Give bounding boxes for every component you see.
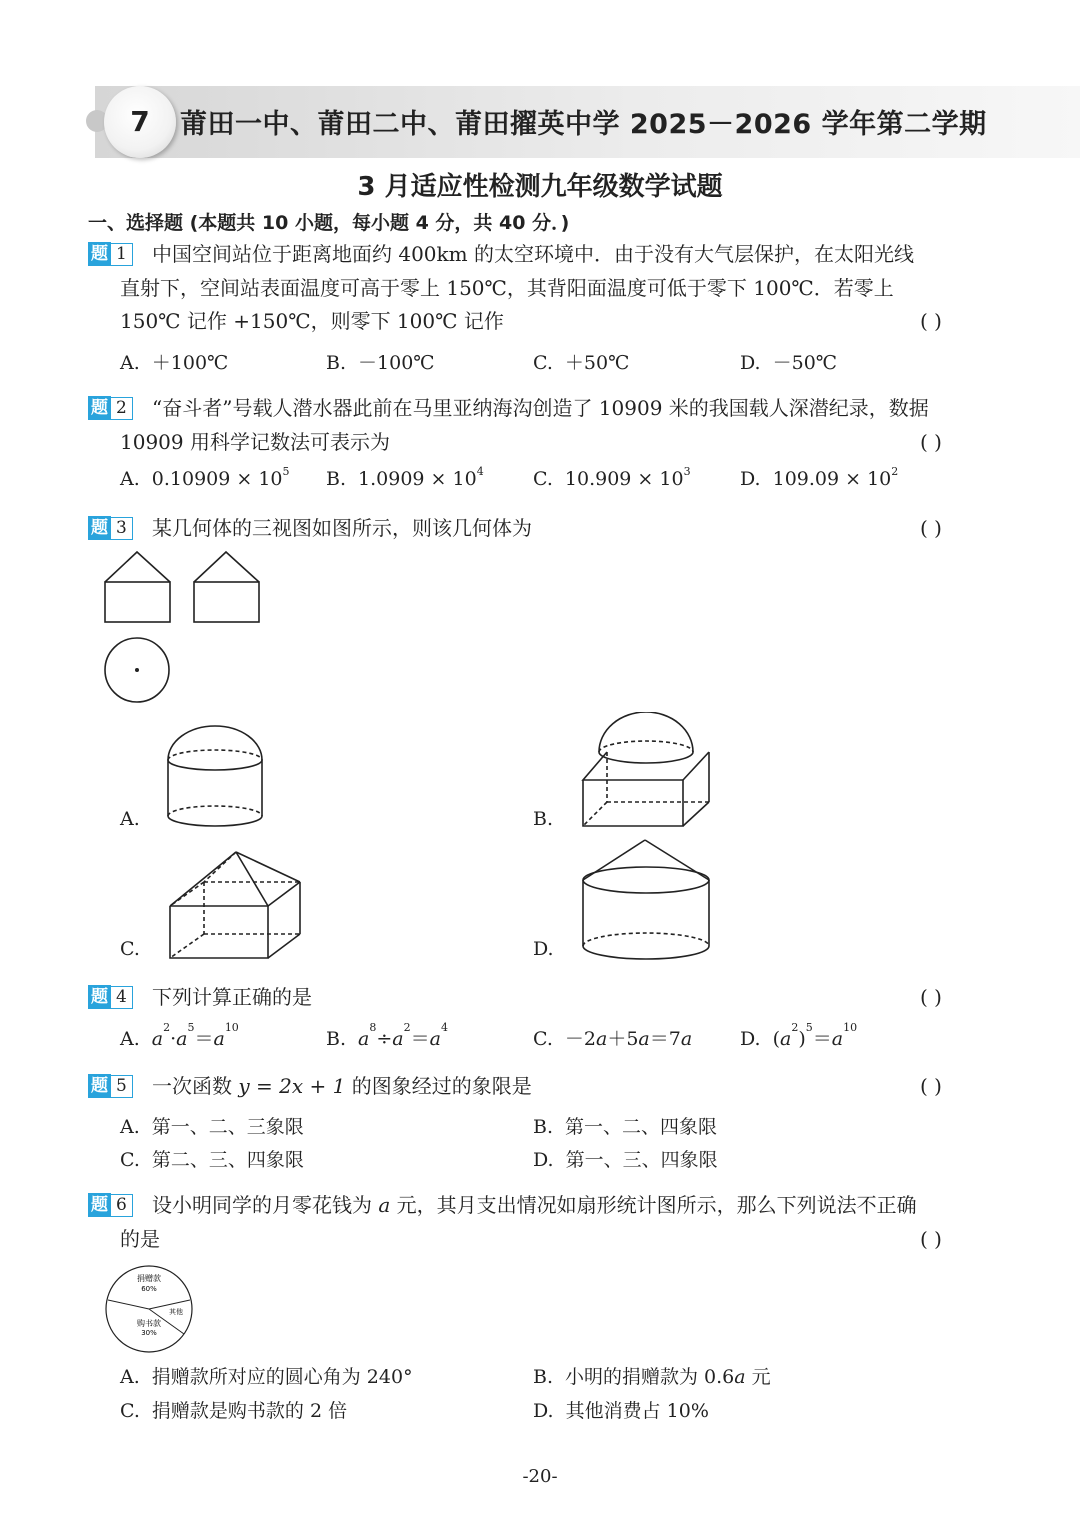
option-text: 10.909 × 10 [564,468,684,490]
q2-option-a [120,465,290,490]
q3-option-d-label: D. [533,938,554,960]
q4-line1: 下列计算正确的是 [152,985,312,1009]
q2-line1: “奋斗者”号载人潜水器此前在马里亚纳海沟创造了 10909 米的我国载人深潜纪录，数据 [152,396,929,420]
option-text: 小明的捐赠款为 0.6 [565,1366,735,1388]
q6-option-c [120,1396,347,1423]
front-view [105,552,170,622]
question-tag-6 [88,1193,133,1217]
answer-paren: ( ) [920,430,942,454]
q5-option-d [533,1145,718,1172]
option-letter: D. [533,1149,554,1171]
pie-label-books: 购书款 [137,1319,161,1328]
q3-option-c-label: C. [120,938,140,960]
option-letter: C. [533,352,553,374]
option-letter: A. [120,352,140,374]
page-number: -20- [522,1466,558,1487]
q1-line3: 150℃ 记作 +150℃，则零下 100℃ 记作 [120,309,504,333]
q1-option-a [120,348,228,375]
question-tag-1 [88,242,133,266]
q6-option-a [120,1362,413,1389]
option-text: －50℃ [772,352,838,374]
question-tag-4 [88,985,133,1009]
question-label: 题 [88,516,111,540]
pie-pct-donation: 60% [141,1285,157,1293]
question-number: 2 [111,397,133,420]
option-text: 其他消费占 10% [565,1400,709,1422]
question-number: 4 [111,986,133,1009]
top-view-center-dot [135,668,139,672]
q2-option-c [533,465,691,490]
pie-pct-books: 30% [141,1329,157,1337]
option-text: 109.09 × 10 [772,468,892,490]
q5-option-b [533,1112,717,1139]
option-text: ＋100℃ [151,352,229,374]
q2-line2: 10909 用科学记数法可表示为 [120,430,390,454]
q4-option-c [533,1024,692,1051]
option-letter: D. [740,468,761,490]
option-text: 第二、三、四象限 [151,1149,304,1171]
question-label: 题 [88,396,111,420]
q1-line1: 中国空间站位于距离地面约 400km 的太空环境中．由于没有大气层保护，在太阳光线 [152,242,914,266]
q3-option-b-label: B. [533,808,554,830]
q6-line1: 设小明同学的月零花钱为 a 元，其月支出情况如扇形统计图所示，那么下列说法不正确 [152,1193,917,1217]
q1-option-d [740,348,837,375]
header-number: 7 [130,105,150,138]
q5-function: y = 2x + 1 [238,1074,346,1098]
option-letter: A. [120,1028,140,1050]
q2-option-b [326,465,484,490]
q5-line1: 一次函数 y = 2x + 1 的图象经过的象限是 [152,1074,532,1098]
q3-option-d-figure [575,834,720,964]
question-label: 题 [88,985,111,1009]
question-label: 题 [88,1074,111,1098]
option-letter: B. [326,352,347,374]
option-letter: B. [326,468,347,490]
q1-option-c [533,348,629,375]
option-text: 第一、三、四象限 [565,1149,718,1171]
option-letter: A. [120,1116,140,1138]
pie-label-donation: 捐赠款 [137,1274,161,1283]
answer-paren: ( ) [920,309,942,333]
option-exponent: 3 [683,465,691,478]
option-letter: A. [120,468,140,490]
q3-option-a-figure [160,722,270,834]
answer-paren: ( ) [920,1074,942,1098]
q6-option-b: B. 小明的捐赠款为 0.6a 元 [533,1366,771,1388]
option-text: ＋50℃ [564,352,630,374]
answer-paren: ( ) [920,985,942,1009]
option-letter: B. [533,1116,554,1138]
option-letter: D. [740,1028,761,1050]
option-exponent: 4 [476,465,484,478]
question-number: 6 [111,1194,133,1217]
option-letter: C. [533,468,553,490]
option-letter: D. [740,352,761,374]
option-exponent: 2 [891,465,899,478]
question-number: 1 [111,243,133,266]
option-math: $a^2\cdot a^5=a^{10}$ [151,1021,239,1050]
question-number: 5 [111,1075,133,1098]
q4-option-a [120,1021,239,1051]
option-letter: C. [533,1028,553,1050]
option-text: 1.0909 × 10 [358,468,477,490]
question-tag-5 [88,1074,133,1098]
q4-option-b [326,1021,448,1051]
q1-option-b [326,348,435,375]
option-letter: B. [326,1028,347,1050]
option-math: $(a^2)^5=a^{10}$ [772,1021,858,1050]
header-title: 莆田一中、莆田二中、莆田擢英中学 2025－2026 学年第二学期 [180,109,987,140]
q5-option-c [120,1145,304,1172]
answer-paren: ( ) [920,516,942,540]
q4-option-d [740,1021,858,1051]
option-letter: C. [120,1400,140,1422]
question-label: 题 [88,1193,111,1217]
option-text: 0.10909 × 10 [151,468,283,490]
three-view-drawing [100,548,270,708]
q3-option-a-label: A. [120,808,140,830]
option-text: 捐赠款所对应的圆心角为 240° [151,1366,413,1388]
side-view [194,552,259,622]
pie-label-other: 其他 [169,1308,183,1316]
option-text: 第一、二、四象限 [565,1116,718,1138]
q5-option-a [120,1112,304,1139]
q6-option-d [533,1396,709,1423]
q3-option-c-figure [160,846,310,964]
q2-option-d [740,465,899,490]
question-tag-2 [88,396,133,420]
option-math: $a^8\div a^2=a^4$ [358,1021,448,1050]
option-letter: B. [533,1366,554,1388]
option-letter: D. [533,1400,554,1422]
q6-line2: 的是 [120,1227,160,1251]
q3-line1: 某几何体的三视图如图所示，则该几何体为 [152,516,532,540]
option-text: －100℃ [358,352,435,374]
option-letter: C. [120,1149,140,1171]
spending-pie-chart [104,1264,194,1354]
section-title: 一、选择题 (本题共 10 小题，每小题 4 分，共 40 分．) [88,212,570,234]
option-letter: A. [120,1366,140,1388]
answer-paren: ( ) [920,1227,942,1251]
q1-line2: 直射下，空间站表面温度可高于零上 150℃，其背阳面温度可低于零下 100℃．若零上 [120,276,894,300]
exam-subtitle: 3 月适应性检测九年级数学试题 [357,172,723,202]
option-math: －2a＋5a＝7a [564,1028,693,1050]
option-text: 第一、二、三象限 [151,1116,304,1138]
q3-option-b-figure [575,712,720,834]
option-text: 捐赠款是购书款的 2 倍 [151,1400,348,1422]
option-exponent: 5 [282,465,290,478]
question-number: 3 [111,517,133,540]
question-label: 题 [88,242,111,266]
question-tag-3 [88,516,133,540]
